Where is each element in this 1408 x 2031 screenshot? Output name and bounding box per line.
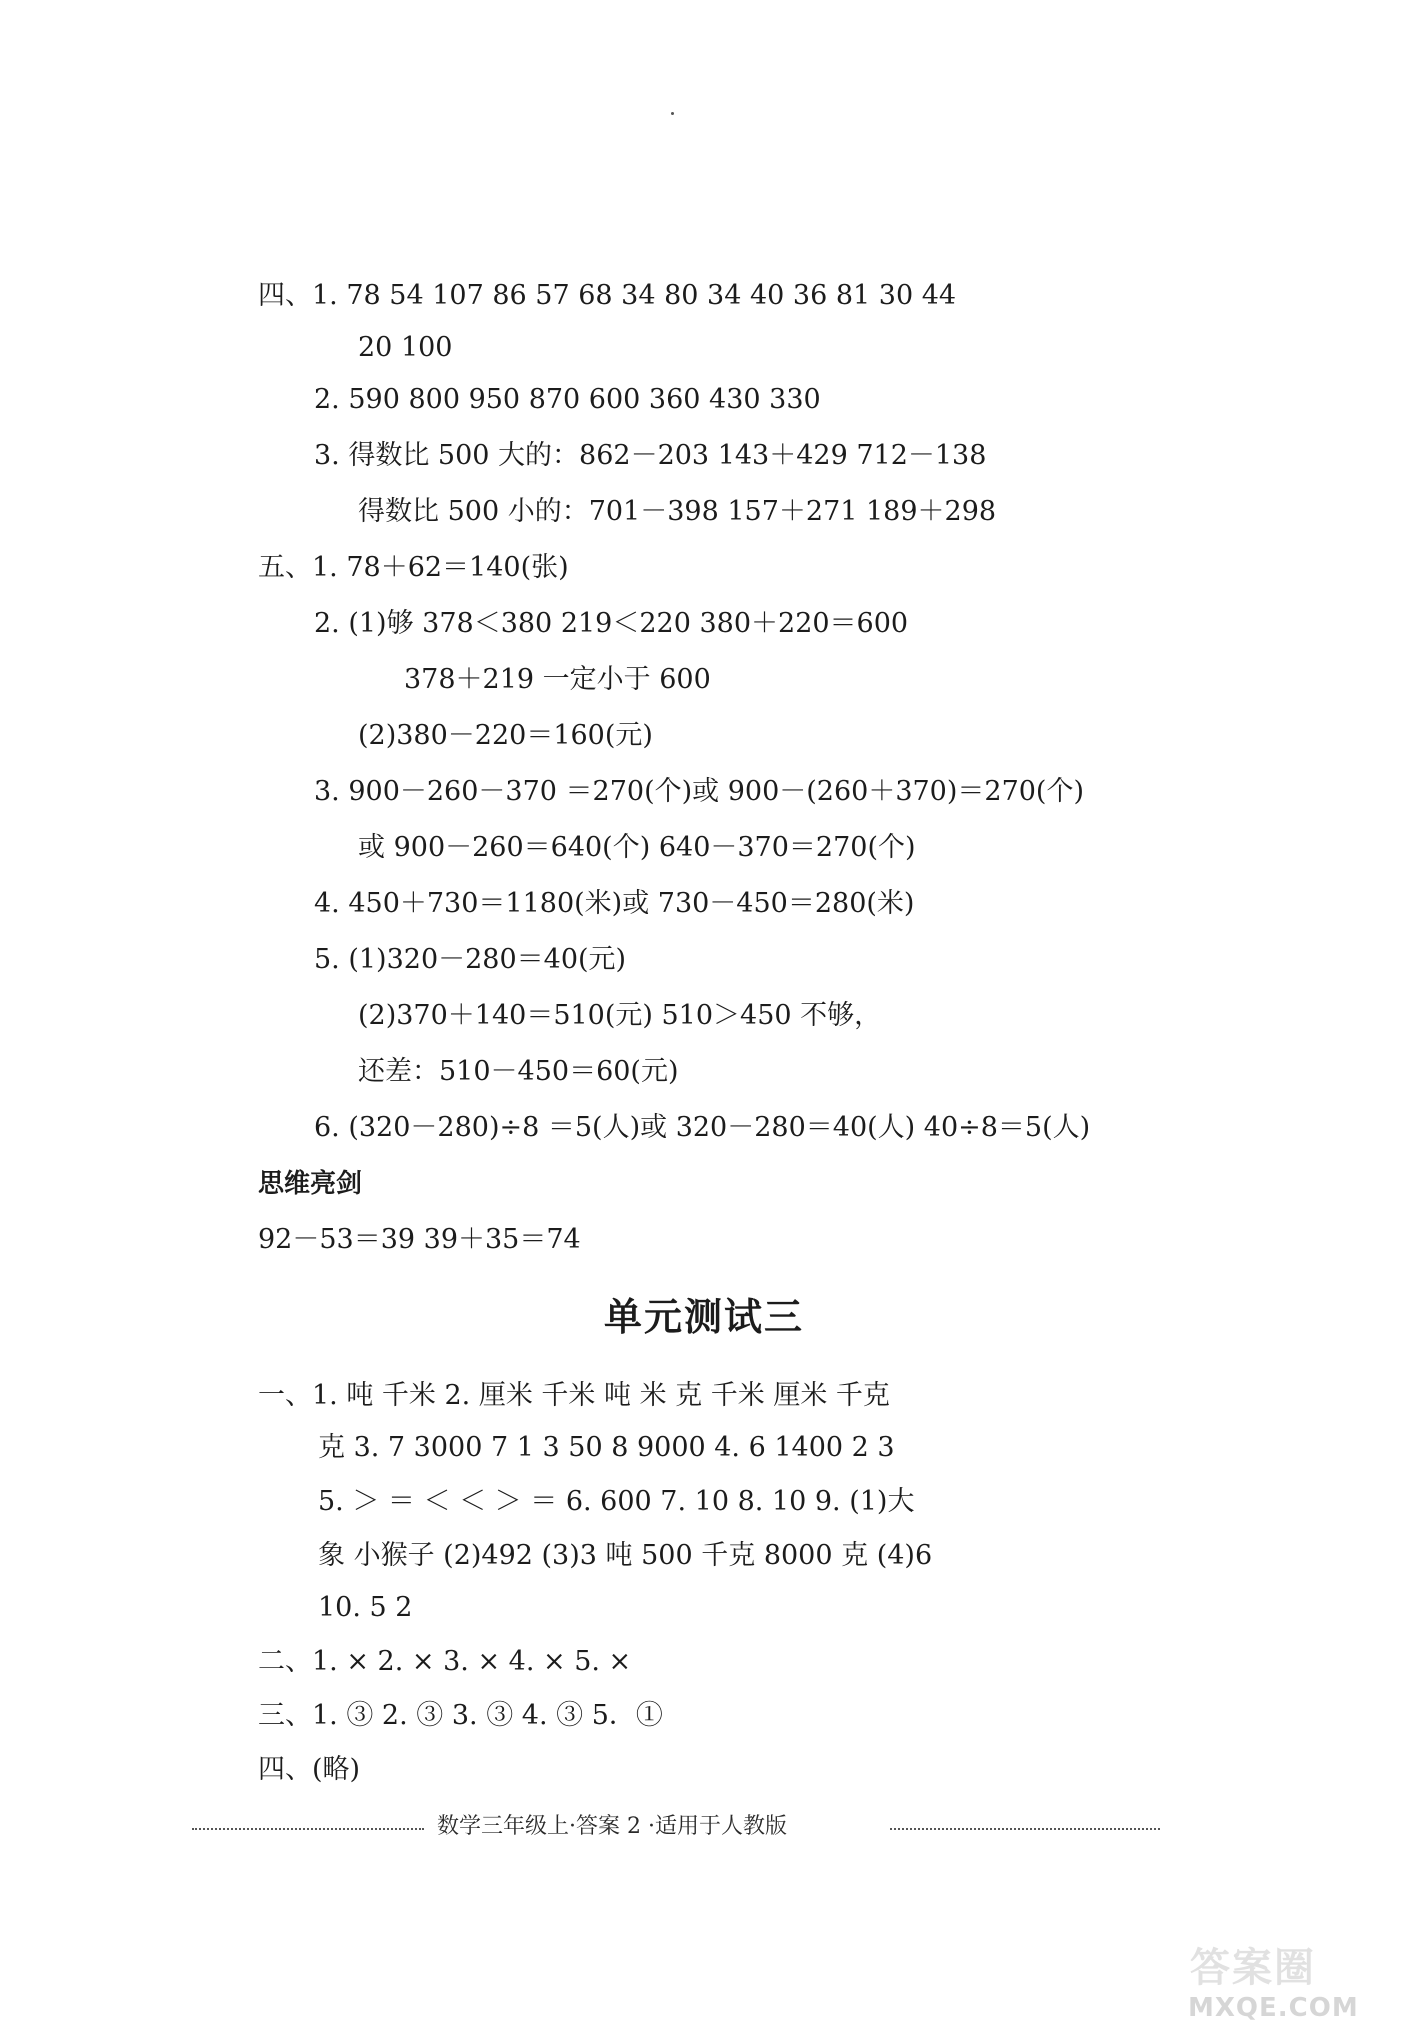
section-wu-item-5: 5. (1)320－280＝40(元) — [314, 944, 627, 975]
section-wu-item-4: 4. 450＋730＝1180(米)或 730－450＝280(米) — [314, 888, 915, 919]
footer-divider-right — [890, 1828, 1160, 1830]
siwei-heading: 思维亮剑 — [258, 1169, 363, 1199]
unit-san-line: 三、1. ③ 2. ③ 3. ③ 4. ③ 5．① — [258, 1700, 663, 1731]
section-wu-item-5-part-2: (2)370＋140＝510(元) 510＞450 不够， — [358, 1000, 882, 1031]
unit-yi-line-2: 克 3. 7 3000 7 1 3 50 8 9000 4. 6 1400 2 3 — [318, 1432, 895, 1463]
watermark-bottom: MXQE.COM — [1188, 1993, 1359, 2023]
unit-yi-line-5: 10. 5 2 — [318, 1592, 413, 1623]
watermark-logo — [1186, 1945, 1396, 2025]
section-wu-item-3: 3. 900－260－370 ＝270(个)或 900－(260＋370)＝270(个) — [314, 776, 1084, 807]
section-wu-item-1: 五、1. 78＋62＝140(张) — [258, 552, 569, 583]
siwei-answer: 92－53＝39 39＋35＝74 — [258, 1224, 581, 1255]
section-si-line-1: 四、1. 78 54 107 86 57 68 34 80 34 40 36 81 30 44 — [258, 280, 957, 311]
watermark-top: 答案圈 — [1190, 1945, 1316, 1991]
unit-si-line: 四、(略) — [258, 1754, 361, 1785]
section-wu-item-2-cont: 378＋219 一定小于 600 — [404, 664, 711, 695]
footer-divider-left — [192, 1828, 424, 1830]
section-wu-item-3-cont: 或 900－260＝640(个) 640－370＝270(个) — [358, 832, 916, 863]
footer-text: 数学三年级上·答案 2 ·适用于人教版 — [437, 1814, 787, 1839]
unit-er-line: 二、1. × 2. × 3. × 4. × 5. × — [258, 1646, 632, 1677]
unit-yi-line-1: 一、1. 吨 千米 2. 厘米 千米 吨 米 克 千米 厘米 千克 — [258, 1380, 890, 1411]
scan-speck — [671, 112, 674, 115]
page-footer — [192, 1810, 1160, 1844]
section-si-item-3-cont: 得数比 500 小的：701－398 157＋271 189＋298 — [358, 496, 997, 527]
section-si-item-3: 3. 得数比 500 大的：862－203 143＋429 712－138 — [314, 440, 987, 471]
section-si-line-1-cont: 20 100 — [358, 332, 453, 363]
unit-yi-line-4: 象 小猴子 (2)492 (3)3 吨 500 千克 8000 克 (4)6 — [318, 1540, 933, 1571]
unit-test-title: 单元测试三 — [603, 1295, 804, 1339]
section-wu-item-6: 6. (320－280)÷8 ＝5(人)或 320－280＝40(人) 40÷8＝5(人) — [314, 1112, 1091, 1143]
section-si-item-2: 2. 590 800 950 870 600 360 430 330 — [314, 384, 821, 415]
section-wu-item-2: 2. (1)够 378＜380 219＜220 380＋220＝600 — [314, 608, 909, 639]
section-wu-item-5-cont: 还差：510－450＝60(元) — [358, 1056, 679, 1087]
unit-yi-line-3: 5. ＞ ＝ ＜ ＜ ＞ ＝ 6. 600 7. 10 8. 10 9. (1)大 — [318, 1486, 915, 1517]
section-wu-item-2-part-2: (2)380－220＝160(元) — [358, 720, 653, 751]
